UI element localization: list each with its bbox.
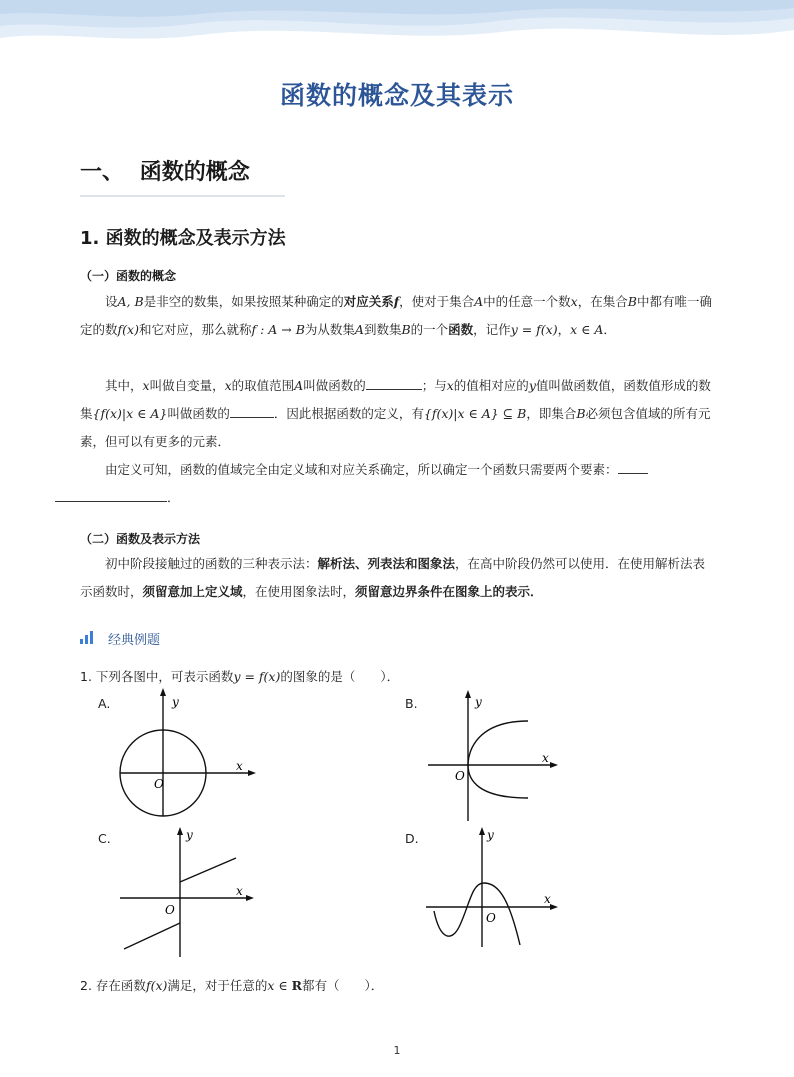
blank-elements-b[interactable] [55,487,167,502]
part2-heading: （二）函数及表示方法 [80,532,201,546]
option-b-label[interactable]: B. [405,696,418,711]
svg-text:O: O [165,903,175,917]
svg-text:x: x [236,884,243,898]
graph-a-circle[interactable] [110,688,270,820]
svg-text:x: x [542,751,549,765]
graph-c-step-lines[interactable] [110,825,270,960]
subsection-heading: 1. 函数的概念及表示方法 [80,228,286,249]
elements-paragraph: 由定义可知，函数的值域完全由定义域和对应关系确定，所以确定一个函数只需要两个要素： ． [80,456,714,512]
x-axis-label: x [236,759,243,773]
svg-text:x: x [544,892,551,906]
svg-text:O: O [486,911,496,925]
blank-domain[interactable] [366,375,422,390]
y-axis-label: y [172,695,179,709]
page-number: 1 [393,1044,401,1057]
option-c-label[interactable]: C. [98,831,111,846]
question-2: 2. 存在函数f(x)满足，对于任意的x ∈ R都有（ ）． [80,978,384,993]
svg-text:O: O [455,769,465,783]
option-a-label[interactable]: A. [98,696,111,711]
representation-paragraph: 初中阶段接触过的函数的三种表示法：解析法、列表法和图象法，在高中阶段仍然可以使用．在使用解析法表示函数时，须留意加上定义域，在使用图象法时，须留意边界条件在图象上的表示． [80,556,706,599]
svg-text:y: y [487,828,494,842]
section-number: 一、 [80,160,125,185]
section-heading [80,155,250,186]
graph-d-cubic-curve[interactable] [420,825,570,950]
section-title: 函数的概念 [139,160,250,185]
blank-elements-a[interactable] [618,459,648,474]
bar-chart-icon [80,630,96,644]
domain-range-paragraph: 其中，x叫做自变量，x的取值范围A叫做函数的 ；与x的值相对应的y值叫做函数值，函数值形成的数集{f(x)|x ∈ A}叫做函数的 ．因此根据函数的定义，有{f(x)|x ∈ A} ⊆ B，即集合B必须包含值域的所有元素，但可以有更多的元素． [80,372,714,456]
svg-text:y: y [186,828,193,842]
definition-paragraph: 设A, B是非空的数集，如果按照某种确定的对应关系f，使对于集合A中的任意一个数x，在集合B中都有唯一确定的数f(x)和它对应，那么就称f : A → B为从数集A到数集B的一个函数，记作y = f(x)，x ∈ A． [80,294,712,337]
header-wave-decoration [0,0,794,60]
graph-b-sideways-parabola[interactable] [420,688,570,823]
blank-range[interactable] [230,403,274,418]
svg-text:y: y [475,695,482,709]
question-1: 1. 下列各图中，可表示函数y = f(x)的图象的是（ ）． [80,669,400,684]
option-d-label[interactable]: D. [405,831,419,846]
origin-label: O [154,777,164,791]
section-underline [80,195,285,197]
document-title: 函数的概念及其表示 [279,81,514,110]
part1-heading: （一）函数的概念 [80,269,177,283]
examples-heading-label: 经典例题 [108,633,161,648]
